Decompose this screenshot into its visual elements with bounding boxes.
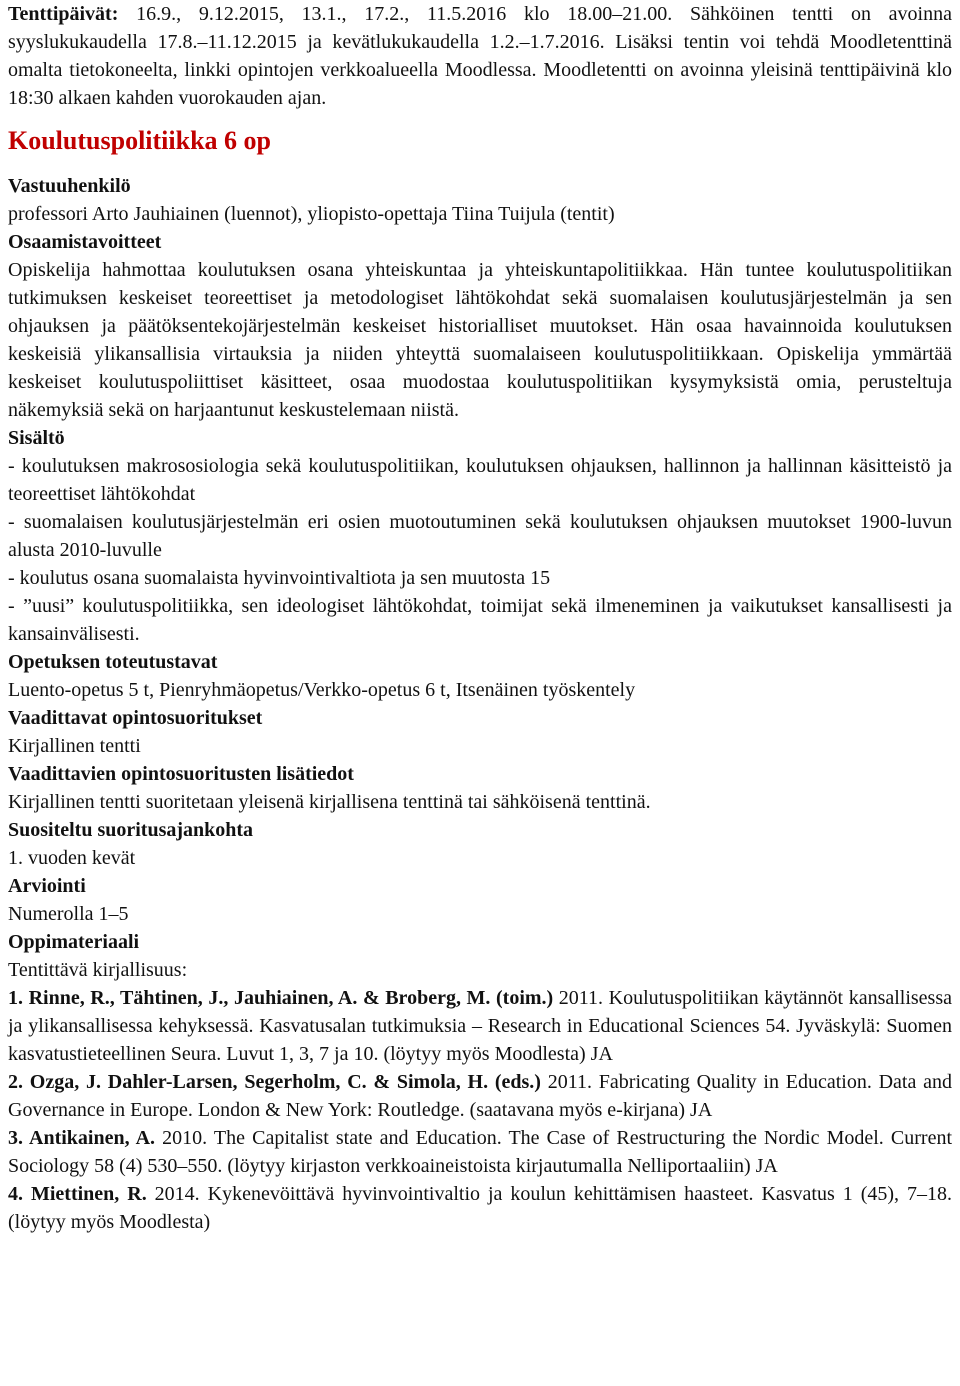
reference-details: 2011. Fabricating Quality in Education. Data and Governance in Europe. London & New York: Routledge. (saatavana myös e-kirjana) JA <box>8 1071 952 1121</box>
responsible-heading: Vastuuhenkilö <box>8 175 131 197</box>
materials-heading: Oppimateriaali <box>8 931 140 953</box>
outcomes-heading: Osaamistavoitteet <box>8 231 162 253</box>
exam-dates-label: Tenttipäivät: <box>8 3 119 25</box>
reference-authors: 1. Rinne, R., Tähtinen, J., Jauhiainen, A. & Broberg, M. (toim.) <box>8 987 554 1009</box>
grading-text: Numerolla 1–5 <box>8 903 129 925</box>
reference-item <box>8 1068 952 1124</box>
reference-authors: 3. Antikainen, A. <box>8 1127 156 1149</box>
grading-heading: Arviointi <box>8 875 86 897</box>
content-item: - suomalaisen koulutusjärjestelmän eri osien muotoutuminen sekä koulutuksen ohjauksen muutokset 1900-luvun alusta 2010-luvulle <box>8 511 952 561</box>
reference-details: 2010. The Capitalist state and Education. The Case of Restructuring the Nordic Model. Current Sociology 58 (4) 530–550. (löytyy kirjaston verkkoaineistoista kirjautumalla Nelliportaaliin) JA <box>8 1127 952 1177</box>
content-heading: Sisältö <box>8 427 65 449</box>
reference-item <box>8 984 952 1068</box>
exam-dates-text: 16.9., 9.12.2015, 13.1., 17.2., 11.5.2016 klo 18.00–21.00. Sähköinen tentti on avoinna syyslukukaudella 17.8.–11.12.2015 ja kevätlukukaudella 1.2.–1.7.2016. Lisäksi tentin voi tehdä Moodletenttinä omalta tietokoneelta, linkki opintojen verkkoalueella Moodlessa. Moodletentti on avoinna yleisinä tenttipäivinä klo 18:30 alkaen kahden vuorokauden ajan. <box>8 3 952 109</box>
reference-item <box>8 1180 952 1236</box>
required-heading: Vaadittavat opintosuoritukset <box>8 707 263 729</box>
responsible-text: professori Arto Jauhiainen (luennot), yliopisto-opettaja Tiina Tuijula (tentit) <box>8 203 615 225</box>
required-info-heading: Vaadittavien opintosuoritusten lisätiedot <box>8 763 354 785</box>
exam-dates-paragraph <box>8 0 952 112</box>
teaching-text: Luento-opetus 5 t, Pienryhmäopetus/Verkko-opetus 6 t, Itsenäinen työskentely <box>8 679 636 701</box>
reference-authors: 4. Miettinen, R. <box>8 1183 147 1205</box>
timing-heading: Suositeltu suoritusajankohta <box>8 819 254 841</box>
timing-text: 1. vuoden kevät <box>8 847 136 869</box>
materials-intro: Tentittävä kirjallisuus: <box>8 959 188 981</box>
course-title: Koulutuspolitiikka 6 op <box>8 126 271 155</box>
content-item: - koulutuksen makrososiologia sekä koulutuspolitiikan, koulutuksen ohjauksen, hallinnon ja hallinnan käsitteistö ja teoreettiset lähtökohdat <box>8 455 952 505</box>
reference-details: 2014. Kykenevöittävä hyvinvointivaltio ja koulun kehittämisen haasteet. Kasvatus 1 (45), 7–18. (löytyy myös Moodlesta) <box>8 1183 952 1233</box>
required-text: Kirjallinen tentti <box>8 735 141 757</box>
content-item: - ”uusi” koulutuspolitiikka, sen ideologiset lähtökohdat, toimijat sekä ilmeneminen ja vaikutukset kansallisesti ja kansainvälisesti. <box>8 595 952 645</box>
required-info-text: Kirjallinen tentti suoritetaan yleisenä kirjallisena tenttinä tai sähköisenä tenttinä. <box>8 791 651 813</box>
reference-details: 2011. Koulutuspolitiikan käytännöt kansallisessa ja ylikansallisessa kehyksessä. Kasvatusalan tutkimuksia – Research in Educational Sciences 54. Jyväskylä: Suomen kasvatustieteellinen Seura. Luvut 1, 3, 7 ja 10. (löytyy myös Moodlesta) JA <box>8 987 953 1065</box>
content-item: - koulutus osana suomalaista hyvinvointivaltiota ja sen muutosta 15 <box>8 567 551 589</box>
outcomes-text: Opiskelija hahmottaa koulutuksen osana yhteiskuntaa ja yhteiskuntapolitiikkaa. Hän tuntee koulutuspolitiikan tutkimuksen keskeiset teoreettiset ja metodologiset lähtökohdat sekä suomalaisen koulutusjärjestelmän ja sen ohjauksen ja päätöksentekojärjestelmän keskeiset historialliset muutokset. Hän osaa havainnoida koulutuksen keskeisiä ylikansallisia virtauksia ja niiden yhteyttä suomalaiseen koulutuspolitiikkaan. Opiskelija ymmärtää keskeiset koulutuspoliittiset käsitteet, osaa muodostaa koulutuspolitiikan kysymyksistä omia, perusteltuja näkemyksiä sekä on harjaantunut keskustelemaan niistä. <box>8 259 952 421</box>
reference-authors: 2. Ozga, J. Dahler-Larsen, Segerholm, C. & Simola, H. (eds.) <box>8 1071 541 1093</box>
teaching-heading: Opetuksen toteutustavat <box>8 651 218 673</box>
reference-item <box>8 1124 952 1180</box>
